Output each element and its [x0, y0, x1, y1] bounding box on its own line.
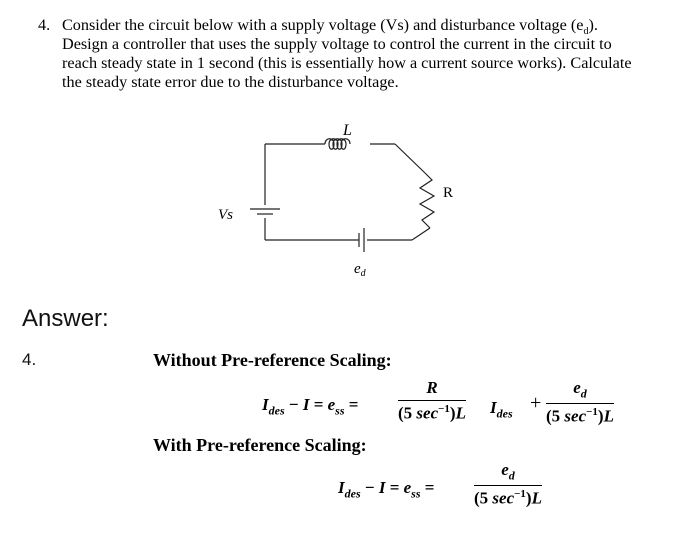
equation-2-fraction: $e_d$ (5 $\sec^{-1})L$: [474, 460, 542, 509]
inductor: [325, 139, 350, 150]
question-line-3: reach steady state in 1 second (this is essentially how a current source works). Calculate: [62, 54, 632, 72]
disturbance-label: $e_d$: [354, 261, 366, 279]
equation-1-term: $I_{des}$: [490, 398, 513, 421]
equation-2-lhs: $I_{des} - I = e_{ss}$ =: [338, 478, 435, 501]
wire-diag-top: [395, 144, 425, 173]
answer-number: 4.: [22, 350, 37, 369]
inductor-label: L: [343, 122, 352, 139]
source-label: Vs: [218, 207, 233, 223]
answer-label: Answer:: [22, 305, 109, 332]
equation-1-lhs: $I_{des} - I = e_{ss}$ =: [262, 395, 359, 418]
wire-diag-bottom: [412, 228, 430, 240]
equation-1-fraction-1: R (5 $\sec^{-1})L$: [398, 378, 466, 423]
plus-sign: +: [530, 392, 542, 414]
heading-with-scaling: With Pre-reference Scaling:: [153, 435, 367, 455]
question-number: 4.: [38, 16, 51, 34]
heading-without-scaling: Without Pre-reference Scaling:: [153, 350, 392, 370]
resistor: [420, 173, 434, 228]
question-line-2: Design a controller that uses the supply voltage to control the current in the circuit to: [62, 35, 612, 53]
resistor-label: R: [443, 185, 454, 201]
question-line-4: the steady state error due to the disturbance voltage.: [62, 73, 399, 91]
question-line-1: Consider the circuit below with a supply voltage (Vs) and disturbance voltage $(e_d)$.: [62, 16, 598, 38]
equation-1-fraction-2: $e_d$ (5 $\sec^{-1})L$: [546, 378, 614, 427]
